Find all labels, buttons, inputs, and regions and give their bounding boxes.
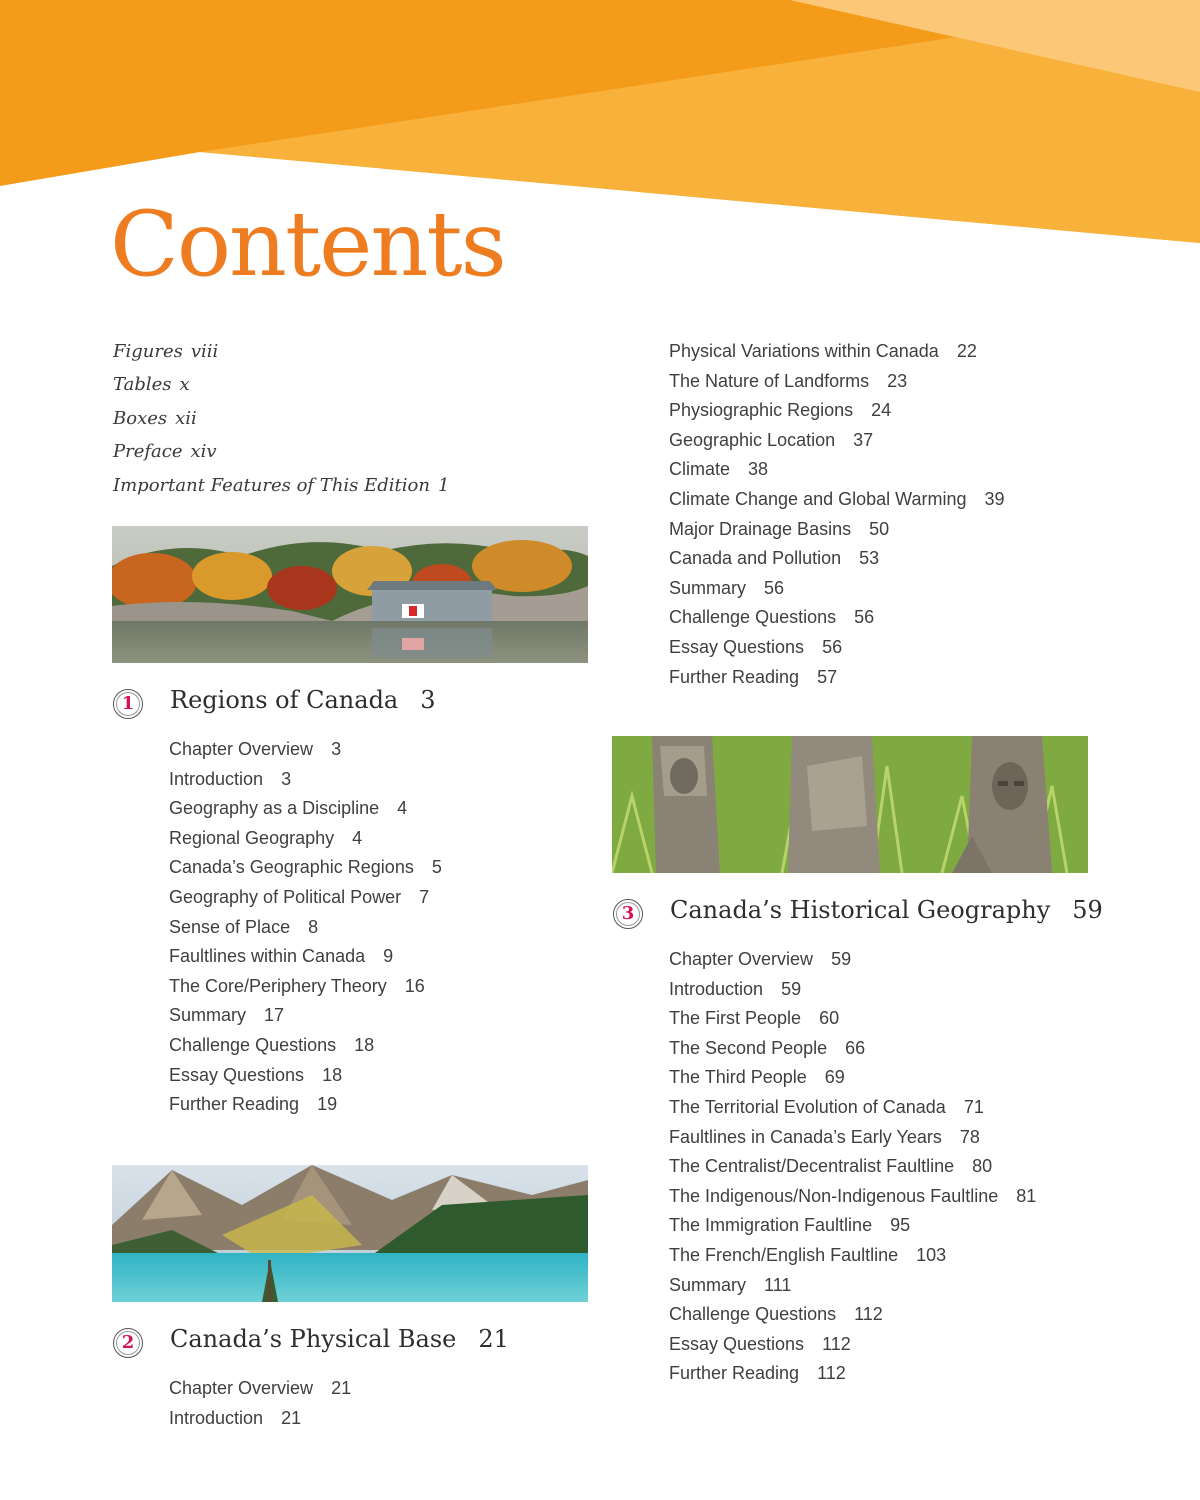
entry-label: Major Drainage Basins — [669, 518, 852, 539]
toc-entry[interactable] — [669, 1212, 1036, 1242]
entry-page: 111 — [764, 1274, 792, 1295]
entry-page: 57 — [817, 666, 838, 687]
toc-entry[interactable] — [169, 736, 442, 766]
entry-label: Climate Change and Global Warming — [669, 488, 967, 509]
toc-entry[interactable] — [669, 1331, 1036, 1361]
entry-label: Challenge Questions — [169, 1034, 337, 1055]
entry-page: 56 — [764, 577, 785, 598]
front-matter-item[interactable] — [113, 338, 449, 371]
toc-entry[interactable] — [669, 575, 1005, 605]
toc-entry[interactable] — [669, 1272, 1036, 1302]
entry-label: The French/English Faultline — [669, 1244, 899, 1265]
chapter-page: 3 — [420, 686, 436, 714]
toc-entry[interactable] — [169, 766, 442, 796]
toc-entry[interactable] — [169, 914, 442, 944]
chapter-3-photo — [612, 736, 1088, 873]
entry-page: 4 — [352, 827, 363, 848]
entry-label: The First People — [669, 1008, 802, 1029]
entry-page: viii — [190, 341, 219, 362]
toc-entry[interactable] — [669, 1360, 1036, 1390]
chapter-3-entries — [669, 946, 1036, 1390]
entry-page: 21 — [281, 1407, 302, 1428]
toc-entry[interactable] — [669, 1094, 1036, 1124]
entry-label: Geography of Political Power — [169, 886, 402, 907]
toc-entry[interactable] — [669, 1035, 1036, 1065]
toc-entry[interactable] — [669, 456, 1005, 486]
entry-label: Preface — [113, 441, 183, 463]
toc-entry[interactable] — [669, 1064, 1036, 1094]
entry-label: Physiographic Regions — [669, 400, 854, 421]
entry-page: 39 — [984, 488, 1005, 509]
chapter-title: Canada’s Historical Geography — [670, 896, 1051, 924]
entry-label: Essay Questions — [669, 1333, 805, 1354]
entry-label: Challenge Questions — [669, 1304, 837, 1325]
entry-label: The Core/Periphery Theory — [169, 975, 387, 996]
entry-page: 5 — [431, 857, 442, 878]
chapter-page: 21 — [478, 1325, 509, 1353]
entry-page: 56 — [854, 607, 875, 628]
page-title: Contents — [110, 192, 505, 297]
toc-entry[interactable] — [669, 545, 1005, 575]
entry-page: 71 — [963, 1096, 984, 1117]
entry-page: 69 — [824, 1067, 845, 1088]
entry-label: Summary — [169, 1005, 247, 1026]
toc-entry[interactable] — [169, 1405, 351, 1435]
entry-label: Sense of Place — [169, 916, 291, 937]
entry-label: Important Features of This Edition — [113, 474, 430, 496]
entry-page: 38 — [748, 459, 769, 480]
entry-label: Canada’s Geographic Regions — [169, 857, 414, 878]
entry-page: 21 — [331, 1378, 352, 1398]
toc-entry[interactable] — [669, 634, 1005, 664]
entry-label: The Immigration Faultline — [669, 1215, 873, 1236]
entry-page: 56 — [822, 636, 843, 657]
chapter-number-badge — [113, 1328, 143, 1358]
toc-entry[interactable] — [669, 976, 1036, 1006]
chapter-1-entries — [169, 736, 442, 1121]
toc-entry[interactable] — [169, 1002, 442, 1032]
entry-label: The Second People — [669, 1037, 828, 1058]
entry-label: Geographic Location — [669, 429, 836, 450]
entry-label: Chapter Overview — [169, 739, 314, 759]
entry-page: 81 — [1016, 1185, 1037, 1206]
entry-page: 112 — [854, 1304, 883, 1325]
chapter-2-entries — [169, 1375, 351, 1434]
chapter-number: 2 — [121, 1332, 135, 1353]
entry-page: 1 — [437, 474, 450, 496]
entry-page: xii — [175, 407, 197, 429]
entry-page: 37 — [853, 429, 874, 450]
entry-label: Summary — [669, 1274, 747, 1295]
toc-entry[interactable] — [169, 943, 442, 973]
entry-label: The Third People — [669, 1067, 807, 1088]
toc-entry[interactable] — [169, 1062, 442, 1092]
toc-entry[interactable] — [669, 516, 1005, 546]
entry-label: Canada and Pollution — [669, 548, 842, 569]
entry-label: Introduction — [169, 1407, 264, 1428]
toc-entry[interactable] — [669, 368, 1005, 398]
entry-label: The Centralist/Decentralist Faultline — [669, 1156, 955, 1177]
entry-page: 24 — [871, 400, 892, 421]
entry-page: 18 — [322, 1064, 343, 1085]
chapter-1-photo — [112, 526, 588, 663]
toc-entry[interactable] — [169, 1091, 442, 1121]
entry-page: 80 — [972, 1156, 993, 1177]
entry-page: 60 — [819, 1008, 840, 1029]
chapter-number-badge — [113, 689, 143, 719]
chapter-title: Canada’s Physical Base — [170, 1325, 457, 1353]
entry-page: 59 — [831, 949, 852, 969]
entry-page: 22 — [956, 341, 977, 361]
entry-page: 59 — [781, 978, 802, 999]
entry-page: 112 — [817, 1363, 846, 1384]
entry-page: 4 — [397, 798, 408, 819]
entry-label: Further Reading — [669, 1363, 800, 1384]
entry-label: Figures — [113, 341, 183, 362]
entry-page: 78 — [959, 1126, 980, 1147]
chapter-2-heading[interactable] — [113, 1325, 593, 1368]
toc-entry[interactable] — [169, 795, 442, 825]
toc-entry[interactable] — [669, 1301, 1036, 1331]
toc-entry[interactable] — [669, 1153, 1036, 1183]
entry-label: Challenge Questions — [669, 607, 837, 628]
entry-page: x — [179, 374, 190, 396]
entry-page: 53 — [859, 548, 880, 569]
entry-page: 50 — [869, 518, 890, 539]
toc-entry[interactable] — [669, 397, 1005, 427]
toc-entry[interactable] — [169, 973, 442, 1003]
toc-entry[interactable] — [169, 825, 442, 855]
entry-label: Tables — [113, 374, 172, 396]
entry-label: Further Reading — [169, 1094, 300, 1115]
entry-label: Chapter Overview — [669, 949, 814, 969]
toc-entry[interactable] — [669, 338, 1005, 368]
entry-page: 17 — [264, 1005, 285, 1026]
toc-entry[interactable] — [169, 1375, 351, 1405]
entry-page: xiv — [190, 441, 217, 463]
toc-entry[interactable] — [669, 946, 1036, 976]
chapter-1-heading[interactable] — [113, 686, 593, 729]
entry-page: 3 — [281, 768, 292, 789]
front-matter-item[interactable] — [113, 371, 449, 404]
toc-entry[interactable] — [169, 1032, 442, 1062]
toc-entry[interactable] — [669, 1183, 1036, 1213]
entry-label: Faultlines in Canada’s Early Years — [669, 1126, 942, 1147]
toc-entry[interactable] — [669, 1242, 1036, 1272]
entry-label: The Indigenous/Non-Indigenous Faultline — [669, 1185, 999, 1206]
entry-page: 19 — [317, 1094, 338, 1115]
entry-label: Essay Questions — [669, 636, 805, 657]
entry-page: 103 — [916, 1244, 947, 1265]
chapter-number: 3 — [621, 903, 635, 924]
entry-label: Further Reading — [669, 666, 800, 687]
toc-entry[interactable] — [169, 854, 442, 884]
entry-page: 66 — [845, 1037, 866, 1058]
entry-label: Climate — [669, 459, 731, 480]
entry-label: Physical Variations within Canada — [669, 341, 939, 361]
entry-label: Regional Geography — [169, 827, 335, 848]
entry-label: Introduction — [669, 978, 764, 999]
entry-page: 112 — [822, 1333, 851, 1354]
front-matter-item[interactable] — [113, 472, 449, 505]
chapter-number: 1 — [121, 693, 135, 714]
toc-entry[interactable] — [669, 1124, 1036, 1154]
toc-entry[interactable] — [669, 1005, 1036, 1035]
chapter-2-photo — [112, 1165, 588, 1302]
chapter-2-entries-continued — [669, 338, 1005, 693]
entry-label: Boxes — [113, 407, 168, 429]
entry-label: Essay Questions — [169, 1064, 305, 1085]
entry-page: 3 — [331, 739, 342, 759]
entry-label: Summary — [669, 577, 747, 598]
chapter-title: Regions of Canada — [170, 686, 399, 714]
chapter-3-heading[interactable] — [613, 896, 1103, 939]
entry-page: 18 — [354, 1034, 375, 1055]
entry-label: Chapter Overview — [169, 1378, 314, 1398]
entry-page: 8 — [308, 916, 319, 937]
entry-label: Geography as a Discipline — [169, 798, 380, 819]
front-matter-list — [113, 338, 449, 505]
entry-label: Faultlines within Canada — [169, 946, 366, 967]
front-matter-item[interactable] — [113, 405, 449, 438]
toc-entry[interactable] — [669, 604, 1005, 634]
toc-entry[interactable] — [169, 884, 442, 914]
entry-label: The Territorial Evolution of Canada — [669, 1096, 946, 1117]
front-matter-item[interactable] — [113, 438, 449, 471]
toc-entry[interactable] — [669, 486, 1005, 516]
entry-page: 9 — [383, 946, 394, 967]
chapter-number-badge — [613, 899, 643, 929]
toc-entry[interactable] — [669, 427, 1005, 457]
entry-page: 95 — [890, 1215, 911, 1236]
toc-entry[interactable] — [669, 664, 1005, 694]
entry-label: The Nature of Landforms — [669, 370, 870, 391]
entry-label: Introduction — [169, 768, 264, 789]
chapter-page: 59 — [1072, 896, 1103, 924]
entry-page: 16 — [404, 975, 425, 996]
entry-page: 7 — [419, 886, 430, 907]
entry-page: 23 — [887, 370, 908, 391]
